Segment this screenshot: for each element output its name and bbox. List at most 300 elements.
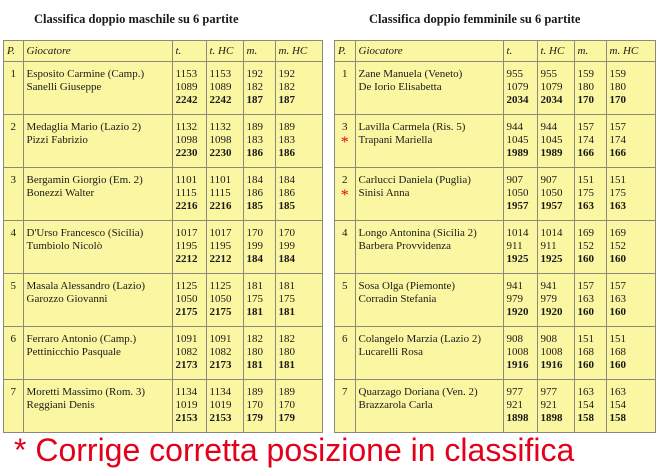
player-value: 151 bbox=[609, 174, 626, 186]
women-doubles-table bbox=[335, 41, 655, 432]
pair-value: 2212 bbox=[209, 253, 232, 265]
pair-value: 1957 bbox=[506, 200, 529, 212]
header-position: P. bbox=[4, 41, 23, 62]
player-value: 163 bbox=[577, 386, 594, 398]
player-value: 955 bbox=[506, 68, 523, 80]
table-row bbox=[335, 62, 655, 115]
player-name-1: Colangelo Marzia (Lazio 2) bbox=[358, 333, 481, 345]
pair-value: 181 bbox=[278, 359, 295, 371]
table-row bbox=[4, 221, 322, 274]
player-value: 152 bbox=[577, 240, 594, 252]
player-value: 1134 bbox=[175, 386, 198, 398]
player-value: 170 bbox=[278, 227, 295, 239]
position-cell bbox=[4, 62, 23, 115]
pair-value: 185 bbox=[278, 200, 295, 212]
player-value: 183 bbox=[246, 134, 263, 146]
total-hc-cell bbox=[206, 380, 243, 432]
header-total: t. bbox=[172, 41, 206, 62]
average-hc-cell bbox=[606, 327, 655, 380]
player-cell bbox=[23, 327, 172, 380]
men-doubles-panel bbox=[3, 40, 323, 433]
position-cell bbox=[4, 327, 23, 380]
pair-value: 2173 bbox=[209, 359, 232, 371]
player-value: 1101 bbox=[175, 174, 198, 186]
player-name-1: D'Urso Francesco (Sicilia) bbox=[26, 227, 144, 239]
pair-value: 181 bbox=[278, 306, 295, 318]
player-name-1: Quarzago Doriana (Ven. 2) bbox=[358, 386, 478, 398]
average-hc-cell bbox=[275, 221, 322, 274]
pair-value: 160 bbox=[609, 253, 626, 265]
table-row bbox=[4, 62, 322, 115]
player-value: 159 bbox=[577, 68, 594, 80]
player-name-1: Esposito Carmine (Camp.) bbox=[26, 68, 145, 80]
player-value: 157 bbox=[609, 121, 626, 133]
position-value: 5 bbox=[10, 280, 16, 292]
player-cell bbox=[23, 274, 172, 327]
pair-value: 160 bbox=[609, 306, 626, 318]
position-cell bbox=[335, 62, 355, 115]
player-value: 979 bbox=[506, 293, 523, 305]
header-total-hc: t. HC bbox=[537, 41, 574, 62]
player-value: 1014 bbox=[540, 227, 563, 239]
player-value: 180 bbox=[577, 81, 594, 93]
player-value: 1195 bbox=[175, 240, 198, 252]
player-name-2: Reggiani Denis bbox=[26, 399, 95, 411]
average-cell bbox=[243, 380, 275, 432]
player-value: 1017 bbox=[209, 227, 232, 239]
player-value: 1079 bbox=[506, 81, 529, 93]
average-hc-cell bbox=[606, 380, 655, 432]
average-cell bbox=[243, 221, 275, 274]
player-value: 1045 bbox=[540, 134, 563, 146]
table-row bbox=[4, 380, 322, 432]
player-name-2: Barbera Provvidenza bbox=[358, 240, 452, 252]
pair-value: 163 bbox=[577, 200, 594, 212]
pair-value: 187 bbox=[246, 94, 263, 106]
pair-value: 2216 bbox=[209, 200, 232, 212]
header-player: Giocatore bbox=[355, 41, 503, 62]
player-value: 1019 bbox=[209, 399, 232, 411]
player-value: 157 bbox=[577, 280, 594, 292]
player-value: 182 bbox=[246, 333, 263, 345]
player-value: 908 bbox=[506, 333, 523, 345]
pair-value: 1898 bbox=[540, 412, 563, 424]
pair-value: 158 bbox=[609, 412, 626, 424]
total-cell bbox=[172, 168, 206, 221]
position-cell bbox=[4, 380, 23, 432]
total-cell bbox=[503, 62, 537, 115]
player-name-2: Trapani Mariella bbox=[358, 134, 433, 146]
pair-value: 181 bbox=[246, 306, 263, 318]
position-value: 4 bbox=[10, 227, 16, 239]
total-cell bbox=[172, 274, 206, 327]
player-value: 1050 bbox=[175, 293, 198, 305]
position-cell bbox=[4, 115, 23, 168]
player-value: 1134 bbox=[209, 386, 232, 398]
total-cell bbox=[503, 380, 537, 432]
player-value: 169 bbox=[577, 227, 594, 239]
position-value: 4 bbox=[342, 227, 348, 239]
position-value: 7 bbox=[10, 386, 16, 398]
right-panel-title: Classifica doppio femminile su 6 partite bbox=[369, 12, 581, 26]
total-hc-cell bbox=[537, 115, 574, 168]
position-cell bbox=[335, 380, 355, 432]
pair-value: 1920 bbox=[506, 306, 529, 318]
pair-value: 158 bbox=[577, 412, 594, 424]
pair-value: 2212 bbox=[175, 253, 198, 265]
header-average: m. bbox=[243, 41, 275, 62]
total-cell bbox=[172, 327, 206, 380]
total-hc-cell bbox=[206, 62, 243, 115]
player-value: 199 bbox=[278, 240, 295, 252]
player-value: 1089 bbox=[175, 81, 198, 93]
player-value: 1008 bbox=[506, 346, 529, 358]
player-value: 151 bbox=[577, 174, 594, 186]
average-hc-cell bbox=[275, 62, 322, 115]
player-value: 921 bbox=[506, 399, 523, 411]
women-doubles-panel bbox=[334, 40, 656, 433]
player-name-2: Sanelli Giuseppe bbox=[26, 81, 102, 93]
table-row bbox=[335, 327, 655, 380]
player-value: 1019 bbox=[175, 399, 198, 411]
pair-value: 186 bbox=[246, 147, 263, 159]
player-cell bbox=[23, 221, 172, 274]
player-value: 1115 bbox=[209, 187, 231, 199]
player-value: 180 bbox=[278, 346, 295, 358]
player-value: 170 bbox=[278, 399, 295, 411]
pair-value: 2216 bbox=[175, 200, 198, 212]
player-value: 977 bbox=[506, 386, 523, 398]
position-value: 1 bbox=[342, 68, 348, 80]
player-value: 163 bbox=[577, 293, 594, 305]
player-cell bbox=[355, 380, 503, 432]
average-cell bbox=[243, 168, 275, 221]
player-value: 182 bbox=[278, 81, 295, 93]
player-value: 189 bbox=[246, 386, 263, 398]
player-value: 1115 bbox=[175, 187, 197, 199]
player-value: 1195 bbox=[209, 240, 232, 252]
player-value: 199 bbox=[246, 240, 263, 252]
header-total-hc: t. HC bbox=[206, 41, 243, 62]
total-hc-cell bbox=[537, 221, 574, 274]
pair-value: 1925 bbox=[506, 253, 529, 265]
pair-value: 170 bbox=[577, 94, 594, 106]
average-cell bbox=[243, 62, 275, 115]
average-hc-cell bbox=[606, 62, 655, 115]
header-player: Giocatore bbox=[23, 41, 172, 62]
player-name-1: Bergamin Giorgio (Em. 2) bbox=[26, 174, 143, 186]
player-value: 921 bbox=[540, 399, 557, 411]
pair-value: 2242 bbox=[175, 94, 198, 106]
pair-value: 186 bbox=[278, 147, 295, 159]
player-value: 1045 bbox=[506, 134, 529, 146]
player-name-1: Zane Manuela (Veneto) bbox=[358, 68, 463, 80]
table-row bbox=[335, 221, 655, 274]
player-value: 189 bbox=[278, 121, 295, 133]
player-value: 175 bbox=[609, 187, 626, 199]
pair-value: 2175 bbox=[175, 306, 198, 318]
player-cell bbox=[23, 62, 172, 115]
total-cell bbox=[503, 327, 537, 380]
total-hc-cell bbox=[206, 327, 243, 380]
position-cell bbox=[335, 327, 355, 380]
player-value: 907 bbox=[540, 174, 557, 186]
player-value: 1125 bbox=[175, 280, 198, 292]
position-value: 6 bbox=[10, 333, 16, 345]
pair-value: 1989 bbox=[506, 147, 529, 159]
player-cell bbox=[355, 274, 503, 327]
total-hc-cell bbox=[206, 221, 243, 274]
position-cell bbox=[4, 274, 23, 327]
position-cell bbox=[4, 168, 23, 221]
total-hc-cell bbox=[537, 62, 574, 115]
player-value: 157 bbox=[609, 280, 626, 292]
player-value: 170 bbox=[246, 227, 263, 239]
correction-star-icon: * bbox=[340, 187, 349, 204]
pair-value: 1916 bbox=[506, 359, 529, 371]
average-cell bbox=[243, 115, 275, 168]
position-cell bbox=[335, 115, 355, 168]
player-value: 192 bbox=[278, 68, 295, 80]
player-value: 941 bbox=[540, 280, 557, 292]
player-value: 182 bbox=[246, 81, 263, 93]
position-value: 3 bbox=[342, 121, 348, 133]
pair-value: 2173 bbox=[175, 359, 198, 371]
average-hc-cell bbox=[606, 168, 655, 221]
average-cell bbox=[574, 327, 606, 380]
player-cell bbox=[355, 115, 503, 168]
player-value: 182 bbox=[278, 333, 295, 345]
player-value: 183 bbox=[278, 134, 295, 146]
total-cell bbox=[503, 168, 537, 221]
player-value: 977 bbox=[540, 386, 557, 398]
player-value: 174 bbox=[609, 134, 626, 146]
player-value: 174 bbox=[577, 134, 594, 146]
player-cell bbox=[23, 380, 172, 432]
player-value: 1098 bbox=[175, 134, 198, 146]
position-cell bbox=[335, 274, 355, 327]
position-value: 2 bbox=[10, 121, 16, 133]
table-header-row bbox=[4, 41, 322, 62]
player-value: 1125 bbox=[209, 280, 232, 292]
total-cell bbox=[503, 221, 537, 274]
player-cell bbox=[355, 62, 503, 115]
player-value: 941 bbox=[506, 280, 523, 292]
pair-value: 2153 bbox=[175, 412, 198, 424]
average-cell bbox=[574, 380, 606, 432]
player-name-1: Medaglia Mario (Lazio 2) bbox=[26, 121, 142, 133]
position-value: 3 bbox=[10, 174, 16, 186]
position-value: 7 bbox=[342, 386, 348, 398]
player-value: 1132 bbox=[175, 121, 198, 133]
position-value: 6 bbox=[342, 333, 348, 345]
correction-footnote: * Corrige corretta posizione in classifica bbox=[14, 432, 575, 468]
player-value: 189 bbox=[278, 386, 295, 398]
player-name-1: Carlucci Daniela (Puglia) bbox=[358, 174, 471, 186]
player-value: 944 bbox=[540, 121, 557, 133]
player-value: 1089 bbox=[209, 81, 232, 93]
player-value: 186 bbox=[246, 187, 263, 199]
player-value: 154 bbox=[577, 399, 594, 411]
player-value: 175 bbox=[278, 293, 295, 305]
pair-value: 2175 bbox=[209, 306, 232, 318]
total-cell bbox=[172, 62, 206, 115]
pair-value: 179 bbox=[278, 412, 295, 424]
pair-value: 160 bbox=[577, 253, 594, 265]
average-hc-cell bbox=[275, 168, 322, 221]
pair-value: 2242 bbox=[209, 94, 232, 106]
position-value: 5 bbox=[342, 280, 348, 292]
player-value: 1091 bbox=[209, 333, 232, 345]
player-cell bbox=[23, 115, 172, 168]
average-hc-cell bbox=[606, 115, 655, 168]
player-value: 163 bbox=[609, 293, 626, 305]
player-value: 1101 bbox=[209, 174, 232, 186]
player-name-2: Brazzarola Carla bbox=[358, 399, 433, 411]
player-value: 1153 bbox=[175, 68, 198, 80]
player-name-2: Pettinicchio Pasquale bbox=[26, 346, 121, 358]
table-row bbox=[335, 274, 655, 327]
player-value: 911 bbox=[540, 240, 557, 252]
header-total: t. bbox=[503, 41, 537, 62]
player-value: 154 bbox=[609, 399, 626, 411]
pair-value: 2153 bbox=[209, 412, 232, 424]
player-value: 189 bbox=[246, 121, 263, 133]
header-average: m. bbox=[574, 41, 606, 62]
position-cell bbox=[4, 221, 23, 274]
player-name-2: Garozzo Giovanni bbox=[26, 293, 108, 305]
player-value: 907 bbox=[506, 174, 523, 186]
pair-value: 185 bbox=[246, 200, 263, 212]
player-value: 184 bbox=[246, 174, 263, 186]
total-cell bbox=[172, 115, 206, 168]
average-cell bbox=[574, 168, 606, 221]
average-cell bbox=[574, 274, 606, 327]
average-cell bbox=[574, 115, 606, 168]
player-value: 1132 bbox=[209, 121, 232, 133]
player-value: 1079 bbox=[540, 81, 563, 93]
player-value: 1082 bbox=[209, 346, 232, 358]
player-cell bbox=[355, 327, 503, 380]
player-name-2: Bonezzi Walter bbox=[26, 187, 95, 199]
position-value: 2 bbox=[342, 174, 348, 186]
pair-value: 2230 bbox=[209, 147, 232, 159]
player-cell bbox=[355, 168, 503, 221]
player-name-1: Ferraro Antonio (Camp.) bbox=[26, 333, 137, 345]
player-name-2: Lucarelli Rosa bbox=[358, 346, 423, 358]
player-value: 170 bbox=[246, 399, 263, 411]
player-value: 169 bbox=[609, 227, 626, 239]
player-value: 180 bbox=[609, 81, 626, 93]
pair-value: 160 bbox=[609, 359, 626, 371]
player-value: 1050 bbox=[209, 293, 232, 305]
pair-value: 1916 bbox=[540, 359, 563, 371]
player-value: 1098 bbox=[209, 134, 232, 146]
player-value: 163 bbox=[609, 386, 626, 398]
table-row bbox=[4, 327, 322, 380]
average-cell bbox=[243, 274, 275, 327]
header-average-hc: m. HC bbox=[275, 41, 322, 62]
pair-value: 1920 bbox=[540, 306, 563, 318]
player-value: 181 bbox=[278, 280, 295, 292]
pair-value: 1898 bbox=[506, 412, 529, 424]
table-header-row bbox=[335, 41, 655, 62]
pair-value: 2034 bbox=[506, 94, 529, 106]
header-position: P. bbox=[335, 41, 355, 62]
pair-value: 1925 bbox=[540, 253, 563, 265]
player-value: 192 bbox=[246, 68, 263, 80]
player-value: 1014 bbox=[506, 227, 529, 239]
average-hc-cell bbox=[275, 380, 322, 432]
total-cell bbox=[172, 221, 206, 274]
table-row bbox=[4, 168, 322, 221]
left-panel-title: Classifica doppio maschile su 6 partite bbox=[34, 12, 239, 26]
player-value: 151 bbox=[609, 333, 626, 345]
player-name-2: Corradin Stefania bbox=[358, 293, 437, 305]
total-hc-cell bbox=[537, 168, 574, 221]
position-cell bbox=[335, 168, 355, 221]
player-value: 1153 bbox=[209, 68, 232, 80]
player-value: 151 bbox=[577, 333, 594, 345]
player-value: 955 bbox=[540, 68, 557, 80]
player-value: 1050 bbox=[540, 187, 563, 199]
table-row bbox=[4, 115, 322, 168]
player-name-2: Pizzi Fabrizio bbox=[26, 134, 88, 146]
player-value: 175 bbox=[246, 293, 263, 305]
player-value: 152 bbox=[609, 240, 626, 252]
player-value: 175 bbox=[577, 187, 594, 199]
total-hc-cell bbox=[206, 115, 243, 168]
pair-value: 163 bbox=[609, 200, 626, 212]
player-value: 159 bbox=[609, 68, 626, 80]
player-value: 944 bbox=[506, 121, 523, 133]
average-hc-cell bbox=[275, 274, 322, 327]
pair-value: 166 bbox=[577, 147, 594, 159]
header-average-hc: m. HC bbox=[606, 41, 655, 62]
player-value: 1050 bbox=[506, 187, 529, 199]
player-cell bbox=[355, 221, 503, 274]
pair-value: 160 bbox=[577, 359, 594, 371]
total-hc-cell bbox=[206, 168, 243, 221]
player-value: 180 bbox=[246, 346, 263, 358]
player-name-1: Masala Alessandro (Lazio) bbox=[26, 280, 146, 292]
total-hc-cell bbox=[537, 327, 574, 380]
men-doubles-table bbox=[4, 41, 322, 432]
average-hc-cell bbox=[606, 274, 655, 327]
player-value: 186 bbox=[278, 187, 295, 199]
average-cell bbox=[243, 327, 275, 380]
player-value: 1082 bbox=[175, 346, 198, 358]
player-value: 1008 bbox=[540, 346, 563, 358]
player-name-1: Sosa Olga (Piemonte) bbox=[358, 280, 456, 292]
pair-value: 187 bbox=[278, 94, 295, 106]
pair-value: 160 bbox=[577, 306, 594, 318]
pair-value: 181 bbox=[246, 359, 263, 371]
player-value: 184 bbox=[278, 174, 295, 186]
average-cell bbox=[574, 221, 606, 274]
player-name-1: Moretti Massimo (Rom. 3) bbox=[26, 386, 146, 398]
player-value: 181 bbox=[246, 280, 263, 292]
position-cell bbox=[335, 221, 355, 274]
pair-value: 184 bbox=[246, 253, 263, 265]
pair-value: 166 bbox=[609, 147, 626, 159]
pair-value: 184 bbox=[278, 253, 295, 265]
player-name-2: Sinisi Anna bbox=[358, 187, 410, 199]
average-hc-cell bbox=[275, 115, 322, 168]
player-value: 979 bbox=[540, 293, 557, 305]
table-row bbox=[4, 274, 322, 327]
correction-star-icon: * bbox=[340, 134, 349, 151]
